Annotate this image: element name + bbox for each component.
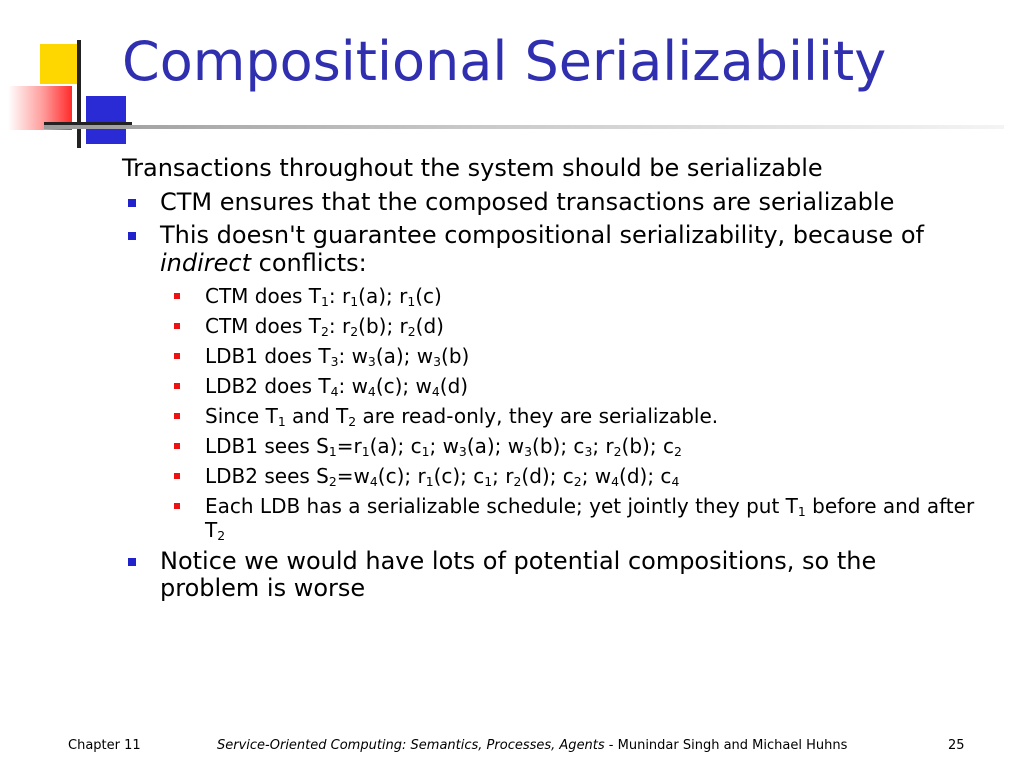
footer-page-number: 25 [948, 738, 965, 753]
bullet-ctm-serializable: CTM ensures that the composed transactions are serializable [122, 189, 982, 217]
footer-authors: - Munindar Singh and Michael Huhns [604, 738, 848, 753]
title-underline-rule [44, 125, 1004, 129]
intro-text: Transactions throughout the system should be serializable [122, 154, 823, 182]
footer-book-title: Service-Oriented Computing: Semantics, Processes, Agents [217, 738, 605, 753]
page-title: Compositional Serializability [122, 30, 887, 93]
sub-bullet-joint-schedule: Each LDB has a serializable schedule; yet jointly they put $T_1$ before and after $T_2$ [122, 494, 982, 542]
sub-bullet-ldb1-t3: LDB1 does $T_3$: $w_3(a)$; $w_3(b)$ [122, 344, 982, 368]
sub-bullet-ldb2-schedule: LDB2 sees $S_2=w_4(c)$; $r_1(c)$; $c_1$; $r_2(d)$; $c_2$; $w_4(d)$; $c_4$ [122, 464, 982, 488]
slide-body [122, 154, 982, 609]
footer-chapter: Chapter 11 [68, 738, 141, 753]
sub-bullet-ldb1-schedule: LDB1 sees $S_1=r_1(a)$; $c_1$; $w_3(a)$; $w_3(b)$; $c_3$; $r_2(b)$; $c_2$ [122, 434, 982, 458]
bullet-notice-compositions: Notice we would have lots of potential compositions, so the problem is worse [122, 548, 982, 603]
sub-bullet-ctm-t2: CTM does $T_2$: $r_2(b)$; $r_2(d)$ [122, 314, 982, 338]
footer-citation [217, 738, 847, 753]
sub-bullet-ldb2-t4: LDB2 does $T_4$: $w_4(c)$; $w_4(d)$ [122, 374, 982, 398]
decor-blue-square [86, 96, 126, 144]
sub-bullet-read-only: Since $T_1$ and $T_2$ are read-only, they are serializable. [122, 404, 982, 428]
decor-vertical-line [77, 40, 81, 148]
emphasis-indirect: indirect [160, 248, 252, 277]
sub-bullet-ctm-t1: CTM does $T_1$: $r_1(a)$; $r_1(c)$ [122, 284, 982, 308]
bullet-no-guarantee: This doesn't guarantee compositional serializability, because of indirect conflicts: [122, 222, 982, 277]
decor-yellow-square [40, 44, 80, 84]
